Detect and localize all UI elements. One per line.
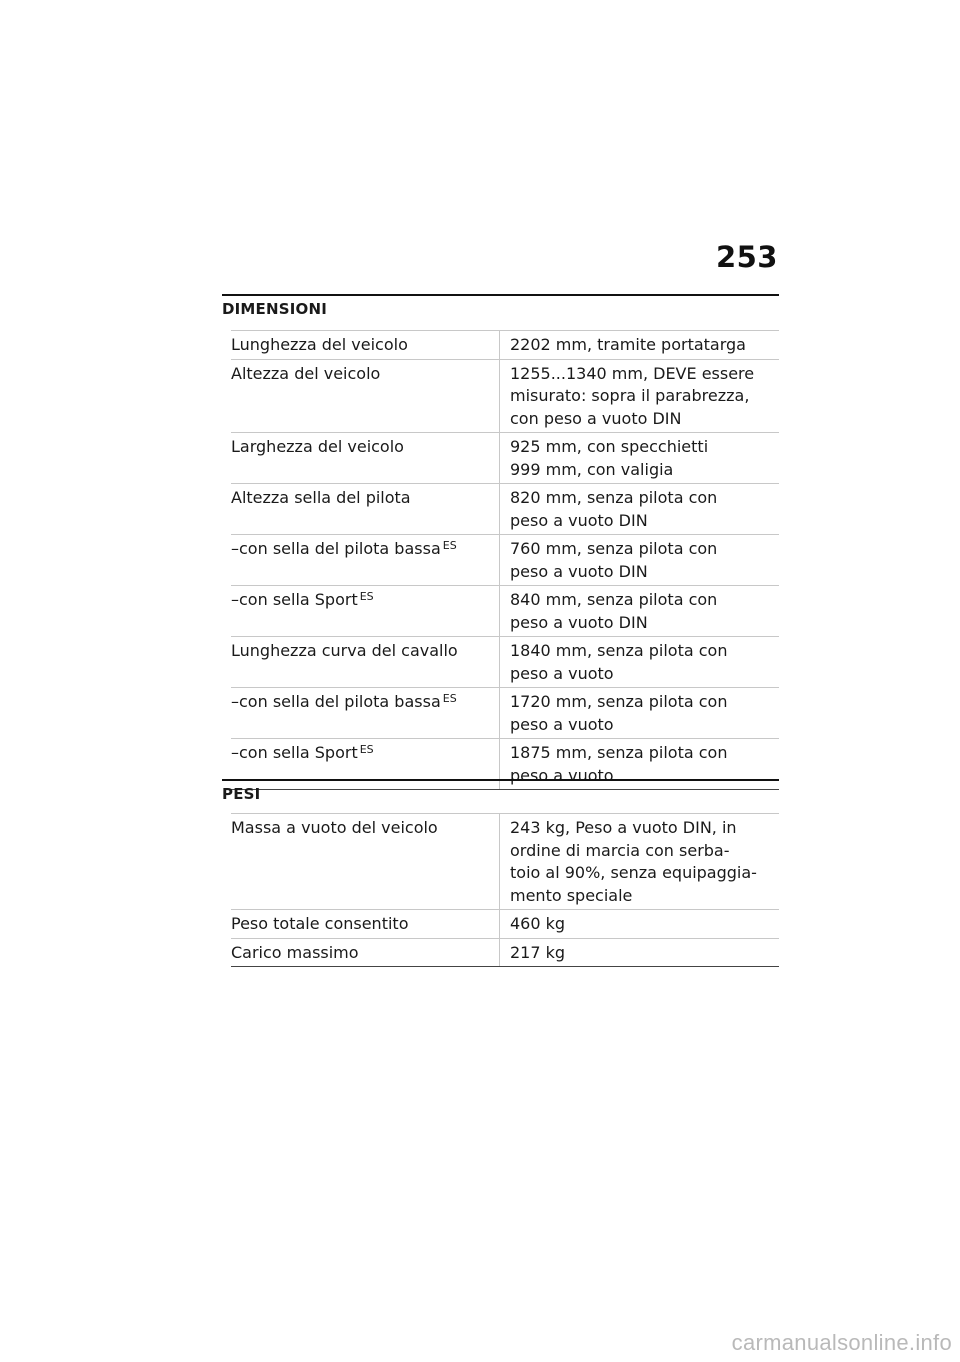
spec-label-cell [231,939,500,967]
spec-value-line: 1840 mm, senza pilota con [510,641,728,660]
spec-table-pesi [231,813,779,967]
spec-label: –con sella del pilota bassa [231,692,441,711]
spec-value-line: 1720 mm, senza pilota con [510,692,728,711]
table-row [231,586,779,637]
spec-value-cell [500,331,779,359]
spec-label-cell [231,484,500,534]
table-row [231,637,779,688]
spec-value-line: 820 mm, senza pilota con [510,488,718,507]
spec-label: Carico massimo [231,942,359,962]
table-row [231,939,779,968]
spec-value-cell [500,688,779,738]
spec-label-cell [231,637,500,687]
spec-value-line: 1875 mm, senza pilota con [510,743,728,762]
spec-value-line: 760 mm, senza pilota con [510,539,718,558]
spec-value-line: 2202 mm, tramite portatarga [510,335,746,354]
spec-label-cell [231,688,500,738]
spec-value-line: peso a vuoto [510,714,614,734]
spec-label: Larghezza del veicolo [231,437,404,456]
special-equipment-mark: ES [359,590,374,603]
spec-label: Lunghezza del veicolo [231,335,408,354]
spec-label-cell [231,586,500,636]
table-row [231,814,779,910]
spec-value-cell [500,360,779,433]
spec-label: Peso totale consentito [231,914,409,933]
spec-value-line: peso a vuoto DIN [510,612,648,632]
spec-table-dimensioni [231,330,779,790]
spec-value-line: con peso a vuoto DIN [510,408,682,428]
spec-label: Altezza sella del pilota [231,488,411,507]
spec-value-line: 243 kg, Peso a vuoto DIN, in [510,818,737,837]
table-row [231,910,779,939]
page-number: 253 [715,240,778,274]
spec-label-cell [231,814,500,909]
spec-label: Altezza del veicolo [231,363,381,383]
spec-value-line: peso a vuoto [510,663,614,683]
spec-value-cell [500,814,779,909]
watermark: carmanualsonline.info [731,1330,952,1355]
spec-value-cell [500,433,779,483]
spec-value-line: 999 mm, con valigia [510,459,674,479]
spec-label-cell [231,360,500,433]
special-equipment-mark: ES [359,743,374,756]
spec-label-cell [231,910,500,938]
spec-value-line: misurato: sopra il parabrezza, [510,386,750,405]
spec-value-line: 840 mm, senza pilota con [510,590,718,609]
section-pesi [222,779,779,967]
section-title-dimensioni: DIMENSIONI [222,294,779,330]
table-row [231,688,779,739]
spec-label: –con sella Sport [231,590,358,609]
table-row [231,484,779,535]
spec-label: –con sella Sport [231,743,358,762]
spec-value-line: ordine di marcia con serba- [510,840,730,860]
special-equipment-mark: ES [442,539,457,552]
spec-label-cell [231,433,500,483]
spec-value-cell [500,910,779,938]
spec-value-cell [500,484,779,534]
spec-value-line: 925 mm, con specchietti [510,437,709,456]
spec-value-line: peso a vuoto DIN [510,561,648,581]
spec-label: Massa a vuoto del veicolo [231,818,438,837]
spec-value-cell [500,637,779,687]
spec-value-line: mento speciale [510,885,633,905]
special-equipment-mark: ES [442,692,457,705]
spec-value-line: peso a vuoto [510,765,614,785]
spec-value-line: toio al 90%, senza equipaggia- [510,863,757,882]
table-row [231,433,779,484]
spec-value-cell [500,939,779,967]
spec-value-line: peso a vuoto DIN [510,510,648,530]
section-title-pesi: PESI [222,779,779,813]
spec-label: –con sella del pilota bassa [231,539,441,558]
spec-value-cell [500,586,779,636]
spec-label: Lunghezza curva del cavallo [231,641,458,660]
section-dimensioni [222,294,779,790]
spec-value-cell [500,535,779,585]
table-row [231,360,779,434]
spec-value-line: 217 kg [510,942,566,962]
spec-value-line: 1255...1340 mm, DEVE essere [510,363,755,383]
spec-label-cell [231,535,500,585]
spec-value-line: 460 kg [510,914,566,933]
table-row [231,331,779,360]
spec-label-cell [231,331,500,359]
table-row [231,535,779,586]
